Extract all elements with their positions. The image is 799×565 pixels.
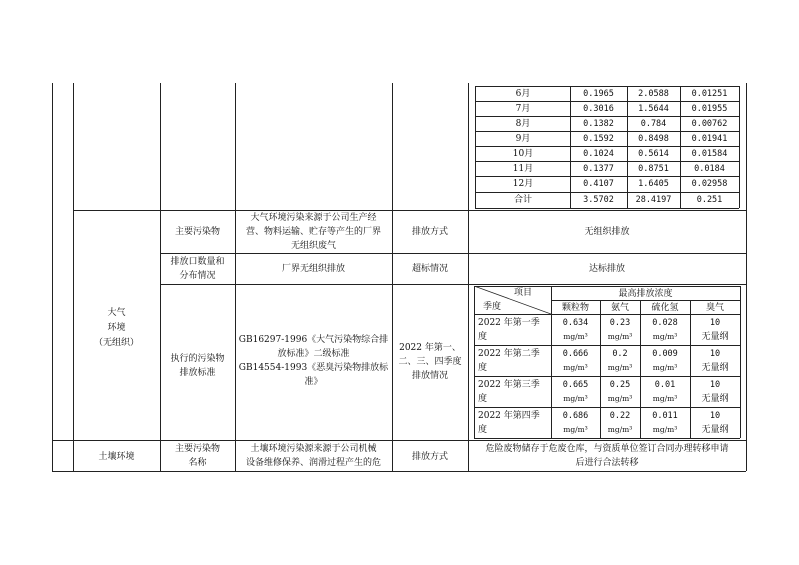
quarter-label: 度 [478, 394, 488, 404]
grid-line [474, 407, 740, 408]
grid-line [235, 83, 236, 471]
total-cell: 合计 [513, 195, 532, 205]
value-cell: 2.0588 [638, 89, 669, 99]
column-header: 氨气 [610, 303, 629, 313]
month-cell: 12月 [512, 179, 534, 189]
column-header: 硫化氢 [651, 303, 679, 313]
quarter-label: 2022 年第四季 [478, 411, 540, 421]
row-value: 营、物料运输、贮存等产生的厂界 [245, 227, 381, 237]
unit-cell: mg/m³ [652, 363, 678, 372]
row-value: 无组织排放 [584, 227, 630, 237]
header-max-concentration: 最高排放浓度 [618, 289, 673, 299]
value-cell: 0.1024 [583, 149, 614, 159]
grid-line [475, 161, 739, 162]
grid-line [746, 83, 747, 471]
value-cell: 0.25 [609, 380, 631, 390]
grid-line [475, 86, 739, 87]
quarter-label: 2022 年第三季 [478, 380, 540, 390]
grid-line [392, 83, 393, 471]
unit-cell: mg/m³ [607, 394, 633, 403]
value-cell: 10 [709, 380, 721, 390]
unit-cell: mg/m³ [652, 425, 678, 434]
row-label: 排放方式 [411, 452, 448, 462]
value-cell: 0.665 [562, 380, 589, 390]
value-cell: 0.2 [612, 349, 628, 359]
row-label: 2022 年第一、 [399, 343, 461, 353]
value-cell: 0.3016 [583, 104, 614, 114]
value-cell: 10 [709, 318, 721, 328]
value-cell: 1.5644 [638, 104, 669, 114]
grid-line [160, 284, 746, 285]
column-header: 颗粒物 [561, 303, 589, 313]
grid-line [551, 300, 740, 301]
value-cell: 0.1965 [583, 89, 614, 99]
month-cell: 7月 [515, 104, 531, 114]
value-cell: 0.634 [562, 318, 589, 328]
unit-cell: 无量纲 [701, 332, 729, 342]
grid-line [474, 314, 740, 315]
row-label: 超标情况 [411, 264, 448, 274]
grid-line [160, 253, 746, 254]
category-label: 大气 [107, 308, 126, 318]
value-cell: 1.6405 [638, 179, 669, 189]
grid-line [52, 471, 746, 472]
header-item: 项目 [513, 288, 532, 298]
value-cell: 0.784 [640, 119, 667, 129]
unit-cell: mg/m³ [652, 394, 678, 403]
grid-line [52, 83, 53, 471]
category-label: 土壤环境 [98, 452, 135, 462]
grid-line [474, 345, 740, 346]
unit-cell: mg/m³ [607, 363, 633, 372]
value-cell: 0.22 [609, 411, 631, 421]
value-cell: 0.5614 [638, 149, 669, 159]
grid-line [475, 146, 739, 147]
month-cell: 9月 [515, 134, 531, 144]
unit-cell: mg/m³ [607, 332, 633, 341]
quarter-label: 度 [478, 425, 488, 435]
row-value: 设备维修保养、润滑过程产生的危 [245, 458, 381, 468]
value-cell: 0.028 [652, 318, 678, 328]
row-label: 分布情况 [179, 271, 216, 281]
value-cell: 0.686 [562, 411, 589, 421]
row-value: GB16297-1996《大气污染物综合排 [238, 335, 389, 345]
grid-line [475, 192, 739, 193]
grid-line [73, 83, 74, 471]
value-cell: 0.4107 [583, 179, 614, 189]
row-value: 无组织废气 [290, 241, 336, 251]
row-value: 大气环境污染来源于公司生产经 [250, 213, 377, 223]
value-cell: 10 [709, 349, 721, 359]
month-cell: 10月 [512, 149, 534, 159]
grid-line [475, 176, 739, 177]
value-cell: 0.23 [609, 318, 631, 328]
value-cell: 0.1382 [583, 119, 614, 129]
unit-cell: mg/m³ [563, 332, 588, 341]
unit-cell: mg/m³ [563, 394, 588, 403]
value-cell: 10 [709, 411, 721, 421]
value-cell: 0.251 [696, 195, 723, 205]
value-cell: 0.1592 [583, 134, 614, 144]
row-value: 达标排放 [588, 264, 625, 274]
value-cell: 0.01584 [691, 149, 728, 159]
value-cell: 3.5702 [583, 195, 614, 205]
grid-line [740, 286, 741, 438]
value-cell: 0.01251 [691, 89, 728, 99]
row-value: GB14554-1993《恶臭污染物排放标 [238, 363, 389, 373]
grid-line [475, 116, 739, 117]
quarter-label: 度 [478, 363, 488, 373]
grid-line [475, 208, 739, 209]
value-cell: 0.8498 [638, 134, 669, 144]
row-label: 排放口数量和 [170, 257, 225, 267]
row-label: 执行的污染物 [170, 354, 225, 364]
row-value: 土壤环境污染源来源于公司机械 [250, 444, 377, 454]
unit-cell: mg/m³ [563, 425, 588, 434]
row-label: 二、三、四季度 [398, 357, 462, 367]
row-label: 名称 [188, 458, 207, 468]
unit-cell: mg/m³ [563, 363, 588, 372]
quarter-label: 2022 年第二季 [478, 349, 540, 359]
month-cell: 11月 [512, 164, 534, 174]
value-cell: 0.1377 [583, 164, 614, 174]
value-cell: 0.01941 [691, 134, 728, 144]
row-value: 厂界无组织排放 [281, 264, 345, 274]
value-cell: 0.01955 [691, 104, 728, 114]
unit-cell: mg/m³ [652, 332, 678, 341]
quarter-label: 度 [478, 332, 488, 342]
unit-cell: 无量纲 [701, 363, 729, 373]
quarter-label: 2022 年第一季 [478, 318, 540, 328]
row-label: 排放情况 [411, 371, 448, 381]
grid-line [52, 440, 746, 441]
grid-line [475, 101, 739, 102]
unit-cell: mg/m³ [607, 425, 633, 434]
header-season: 季度 [482, 302, 501, 312]
column-header: 臭气 [705, 303, 724, 313]
unit-cell: 无量纲 [701, 425, 729, 435]
unit-cell: 无量纲 [701, 394, 729, 404]
value-cell: 0.011 [652, 411, 678, 421]
row-label: 主要污染物 [174, 444, 220, 454]
value-cell: 0.8751 [638, 164, 669, 174]
row-label: 主要污染物 [174, 227, 220, 237]
grid-line [73, 210, 746, 211]
value-cell: 0.666 [562, 349, 589, 359]
value-cell: 0.0184 [694, 164, 725, 174]
row-value: 危险废物储存于危废仓库，与资质单位签订合同办理转移申请 [485, 444, 729, 454]
value-cell: 0.009 [652, 349, 678, 359]
category-label: （无组织） [93, 338, 139, 348]
value-cell: 0.01 [654, 380, 676, 390]
row-value: 准》 [304, 377, 323, 387]
grid-line [474, 376, 740, 377]
month-cell: 6月 [515, 89, 531, 99]
value-cell: 0.02958 [691, 179, 728, 189]
row-value: 后进行合法转移 [575, 458, 639, 468]
grid-line [739, 86, 740, 208]
row-value: 放标准》二级标准 [277, 349, 350, 359]
value-cell: 28.4197 [635, 195, 672, 205]
grid-line [475, 131, 739, 132]
grid-line [468, 83, 469, 471]
category-label: 环境 [107, 323, 126, 333]
month-cell: 8月 [515, 119, 531, 129]
grid-line [474, 438, 740, 439]
row-label: 排放标准 [179, 368, 216, 378]
row-label: 排放方式 [411, 227, 448, 237]
value-cell: 0.00762 [691, 119, 728, 129]
